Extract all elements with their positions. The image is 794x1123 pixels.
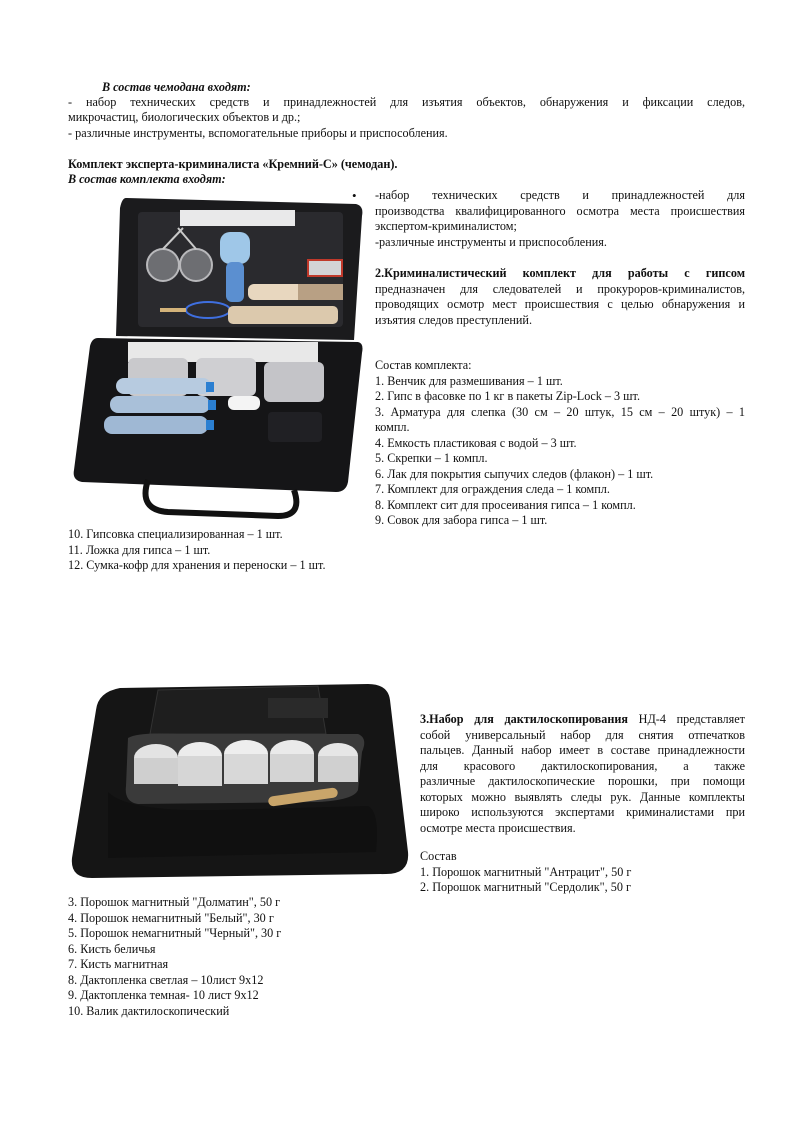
dactyloscopy-kit-illustration	[68, 682, 410, 878]
pouch-photo	[68, 682, 410, 878]
kit1-b2: -различные инструменты и приспособления.	[375, 234, 607, 249]
kit3-desc-line: для красового дактилоскопирования, а также	[420, 758, 745, 773]
list-item: компл.	[375, 420, 410, 434]
kit3-description	[420, 712, 745, 836]
list-item: 2. Гипс в фасовке по 1 кг в пакеты Zip-Lock – 3 шт.	[375, 389, 640, 403]
list-item: 10. Валик дактилоскопический	[68, 1003, 230, 1018]
list-item: 1. Порошок магнитный "Антрацит", 50 г	[420, 864, 632, 879]
kit1-bullet-text	[375, 188, 745, 250]
kit3-list-continued	[68, 895, 388, 1019]
list-item: 10. Гипсовка специализированная – 1 шт.	[68, 527, 283, 541]
list-item: 2. Порошок магнитный "Сердолик", 50 г	[420, 880, 631, 894]
list-item: 6. Лак для покрытия сыпучих следов (флакон) – 1 шт.	[375, 466, 654, 481]
list-item: 4. Емкость пластиковая с водой – 3 шт.	[375, 435, 577, 450]
intro-line-2: микрочастиц, биологических объектов и др.;	[68, 110, 301, 124]
case-photo	[68, 190, 364, 520]
kit3-desc-line: различные дактилоскопические порошки, при помощи	[420, 774, 745, 788]
kit2-desc-l3: изъятия следов преступлений.	[375, 312, 532, 327]
kit3-desc-line: собой универсальный набор для снятия отпечатков	[420, 727, 745, 742]
intro-heading: В состав чемодана входят:	[102, 80, 251, 94]
list-item: 11. Ложка для гипса – 1 шт.	[68, 542, 211, 557]
kit3-desc-line: осмотре места происшествия.	[420, 820, 576, 835]
list-item: 6. Кисть беличья	[68, 941, 156, 956]
kit3-title: 3.Набор для дактилоскопирования	[420, 712, 628, 726]
kit2-desc-l2: проводящих осмотр мест происшествия с целью обнаружения и	[375, 297, 745, 311]
kit1-b1-l1: -набор технических средств и принадлежностей для	[375, 188, 745, 202]
list-item: 8. Комплект сит для просеивания гипса – 1 компл.	[375, 497, 636, 512]
list-item: 3. Порошок магнитный "Долматин", 50 г	[68, 895, 281, 909]
kit3-desc-line: пальцев. Данный набор имеет в составе принадлежности	[420, 743, 745, 757]
bullet-marker: •	[352, 188, 357, 203]
kit2-list-continued	[68, 527, 368, 574]
kit1-title: Комплект эксперта-криминалиста «Кремний-С» (чемодан).	[68, 157, 398, 171]
list-item: 7. Комплект для ограждения следа – 1 компл.	[375, 482, 610, 496]
kit1-subtitle: В состав комплекта входят:	[68, 172, 226, 186]
list-item: 3. Арматура для слепка (30 см – 20 штук, 15 см – 20 штук) – 1	[375, 404, 745, 419]
intro-line-1: - набор технических средств и принадлежностей для изъятия объектов, обнаружения и фиксации следов,	[68, 95, 745, 109]
kit3-list	[420, 849, 745, 896]
list-item: 8. Дактопленка светлая – 10лист 9х12	[68, 972, 264, 987]
list-item: 5. Порошок немагнитный "Черный", 30 г	[68, 926, 282, 940]
kit3-desc-line: которых можно выявлять следы рук. Данные комплекты	[420, 789, 745, 804]
kit2-description	[375, 266, 745, 328]
list-item: 1. Венчик для размешивания – 1 шт.	[375, 373, 563, 388]
kit3-desc-line: широко используются экспертами криминалистами при	[420, 805, 745, 819]
list-item: 9. Дактопленка темная- 10 лист 9х12	[68, 988, 259, 1002]
list-item: 5. Скрепки – 1 компл.	[375, 451, 488, 465]
list-item: 12. Сумка-кофр для хранения и переноски – 1 шт.	[68, 558, 326, 572]
list-item: 4. Порошок немагнитный "Белый", 30 г	[68, 910, 274, 925]
list-item: 7. Кисть магнитная	[68, 957, 169, 971]
kit1-b1-l2: производства квалифицированного осмотра места происшествия	[375, 203, 745, 218]
kit2-desc-l1: предназначен для следователей и прокуроров-криминалистов,	[375, 281, 745, 296]
kit3-title-rest: НД-4 представляет	[627, 712, 745, 726]
kit2-title: 2.Криминалистический комплект для работы с гипсом	[375, 266, 745, 280]
kit3-list-heading: Состав	[420, 849, 457, 863]
kit1-b1-l3: экспертом-криминалистом;	[375, 219, 517, 233]
list-item: 9. Совок для забора гипса – 1 шт.	[375, 513, 548, 527]
kit2-list	[375, 358, 745, 529]
intro-line-3: - различные инструменты, вспомогательные приборы и приспособления.	[68, 126, 448, 140]
open-case-illustration	[68, 190, 364, 520]
kit2-list-heading: Состав комплекта:	[375, 358, 472, 372]
